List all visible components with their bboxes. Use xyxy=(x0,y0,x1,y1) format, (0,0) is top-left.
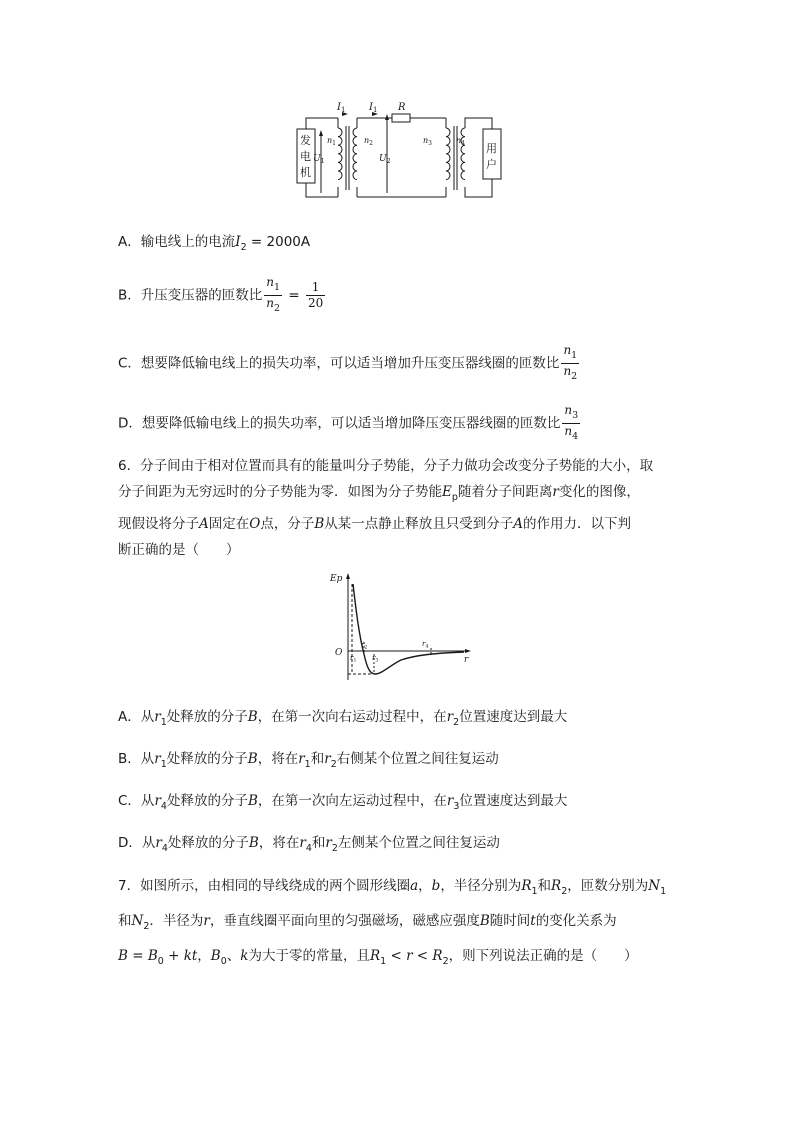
coil-n3 xyxy=(446,128,450,180)
generator-char-1: 发 xyxy=(300,134,311,147)
fraction-n1-n2: $\frac{n_1}{n_2}$ xyxy=(266,275,281,314)
label-U2: $U_2$ xyxy=(379,154,391,165)
potential-energy-graph xyxy=(326,570,476,686)
q6-line-1: 6．分子间由于相对位置而具有的能量叫分子势能，分子力做功会改变分子势能的大小，取 xyxy=(118,458,654,474)
ep-curve xyxy=(353,584,464,674)
origin-label: O xyxy=(335,648,343,658)
user-char-2: 户 xyxy=(486,158,497,171)
label-I1-right: $I_1$ xyxy=(369,102,378,114)
label-r3: $r_3$ xyxy=(372,654,379,664)
coil-n4 xyxy=(461,128,465,180)
label-r2: $r_2$ xyxy=(361,641,368,651)
q7-stem xyxy=(118,873,666,975)
q7-line-3: $B = B_0$ + kt，$B_0$、k为大于零的常量，且$R_1 < r < R_2$，则下列说法正确的是（ ） xyxy=(118,948,638,967)
q5-option-d: D．想要降低输电线上的损失功率，可以适当增加降压变压器线圈的匝数比 $\frac{n_3}{n_4}$ xyxy=(118,403,579,442)
coil-n1 xyxy=(338,128,342,180)
resistor-R xyxy=(392,114,410,122)
q5-option-c: C．想要降低输电线上的损失功率，可以适当增加升压变压器线圈的匝数比 $\frac{n_1}{n_2}$ xyxy=(118,343,578,382)
fraction-n1-n2-c: $\frac{n_1}{n_2}$ xyxy=(563,343,578,382)
q6-option-d: D．从$r_4$处释放的分子B，将在$r_4$和$r_2$左侧某个位置之间往复运动 xyxy=(118,835,500,854)
fraction-n3-n4: $\frac{n_3}{n_4}$ xyxy=(564,403,579,442)
q6-line-4: 断正确的是（ ） xyxy=(118,542,240,558)
q7-line-1: 7．如图所示，由相同的导线绕成的两个圆形线圈a，b，半径分别为$R_1$和$R_2$，匝数分别为$N_1$ xyxy=(118,878,667,897)
coil-n2 xyxy=(353,128,357,180)
label-r4: $r_4$ xyxy=(422,640,429,650)
q7-line-2: 和$N_2$．半径为r，垂直线圈平面向里的匀强磁场，磁感应强度B随时间t的变化关系为 xyxy=(118,913,617,932)
q6-line-2: 分子间距为无穷远时的分子势能为零．如图为分子势能$E_p$随着分子间距离r变化的图像， xyxy=(118,484,640,503)
generator-char-2: 电 xyxy=(300,150,311,163)
label-R: R xyxy=(398,102,406,113)
label-r1: $r_1$ xyxy=(350,654,357,664)
label-I1-left: $I_1$ xyxy=(337,102,346,114)
label-n1: $n_1$ xyxy=(327,136,336,147)
xlabel-r: r xyxy=(464,655,469,665)
transformer-circuit-figure xyxy=(290,98,510,202)
q6-option-a: A．从$r_1$处释放的分子B，在第一次向右运动过程中，在$r_2$位置速度达到最大 xyxy=(118,709,568,728)
q6-line-3: 现假设将分子A固定在O点，分子B从某一点静止释放且只受到分子A的作用力．以下判 xyxy=(118,516,631,532)
q5-option-a: A．输电线上的电流$I_2 = 2000A$ xyxy=(118,234,311,253)
user-char-1: 用 xyxy=(486,142,497,155)
label-U1: $U_1$ xyxy=(313,154,325,165)
q5-option-b: B．升压变压器的匝数比 $\frac{n_1}{n_2}$ = $\frac{1}{20}$ xyxy=(118,275,324,314)
fraction-1-20: $\frac{1}{20}$ xyxy=(307,280,324,310)
q6-option-c: C．从$r_4$处释放的分子B，在第一次向左运动过程中，在$r_3$位置速度达到最大 xyxy=(118,793,568,812)
label-n2: $n_2$ xyxy=(364,136,373,147)
q6-option-b: B．从$r_1$处释放的分子B，将在$r_1$和$r_2$右侧某个位置之间往复运动 xyxy=(118,751,499,770)
q6-stem xyxy=(118,453,653,563)
generator-char-3: 机 xyxy=(300,166,311,179)
label-n4: $n_4$ xyxy=(456,136,465,147)
label-n3: $n_3$ xyxy=(423,136,432,147)
ylabel-ep: Ep xyxy=(330,574,343,584)
